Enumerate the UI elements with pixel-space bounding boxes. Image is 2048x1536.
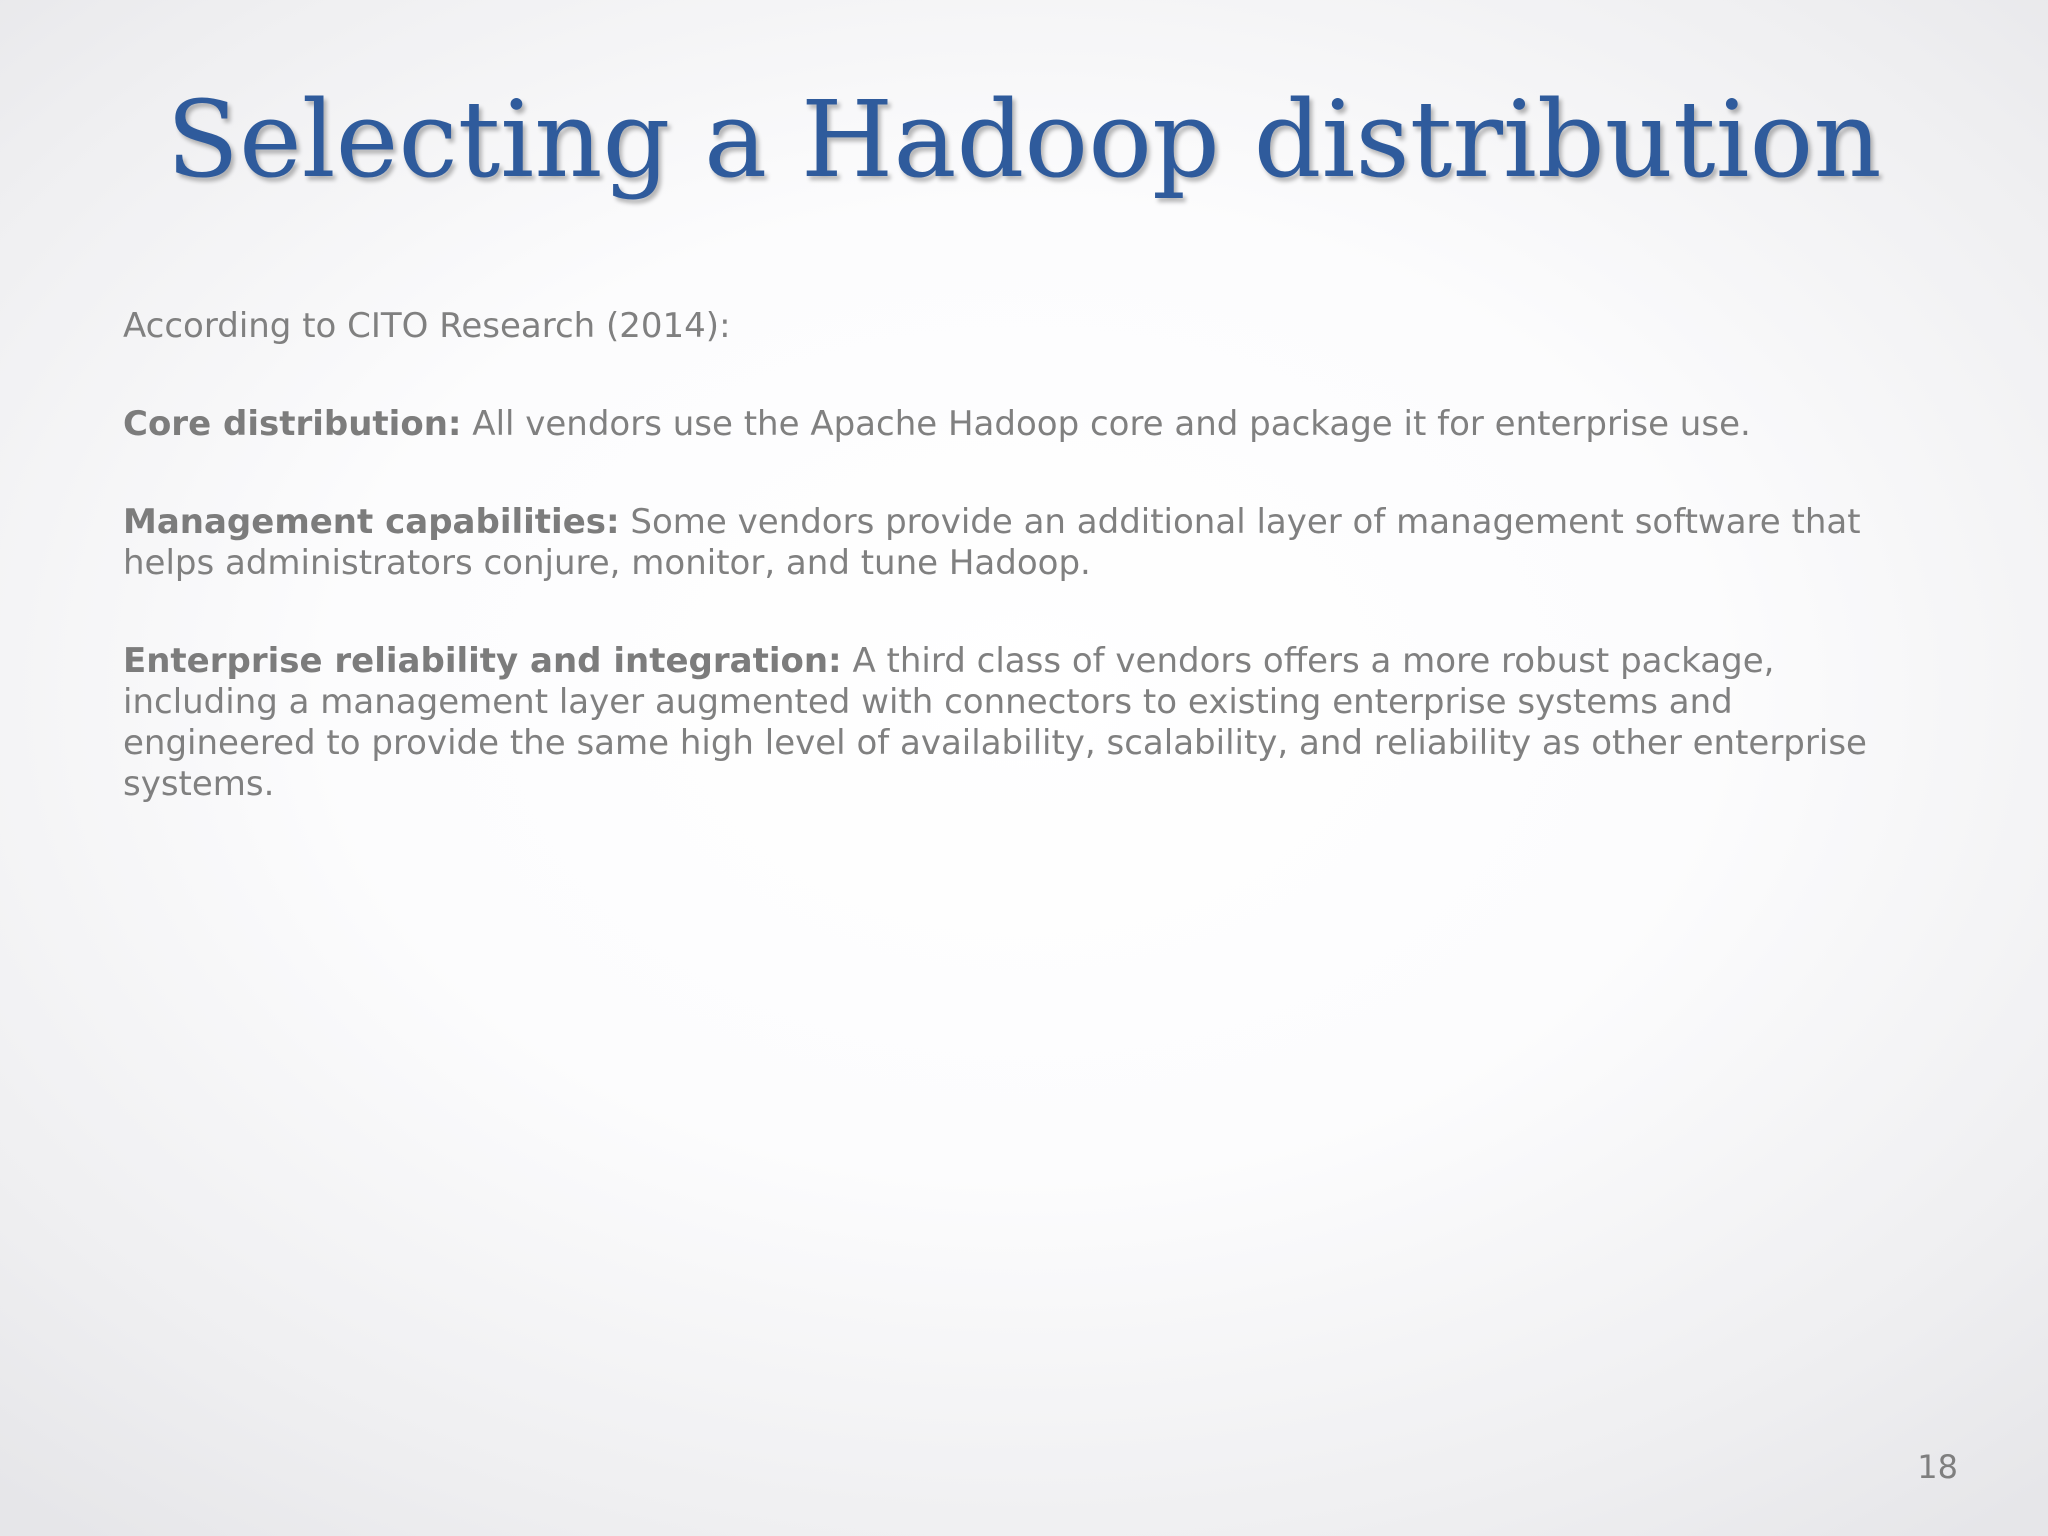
slide-title: Selecting a Hadoop distribution [166, 78, 1882, 201]
item-text: A third class of vendors offers a more robust package, including a management layer augmented with connectors to existing enterprise systems and engineered to provide the same high level of availability, scalability, and reliability as other enterprise systems. [123, 641, 1867, 804]
item-lead: Enterprise reliability and integration: [123, 641, 842, 681]
item-lead: Management capabilities: [123, 502, 620, 542]
item-enterprise-reliability [123, 641, 1903, 805]
item-text: All vendors use the Apache Hadoop core and package it for enterprise use. [461, 404, 1751, 444]
item-core-distribution [123, 404, 1903, 445]
intro-text: According to CITO Research (2014): [123, 306, 731, 346]
slide-body [123, 306, 1903, 862]
page-number: 18 [1917, 1448, 1958, 1486]
item-lead: Core distribution: [123, 404, 462, 444]
item-management-capabilities [123, 502, 1903, 584]
item-text: Some vendors provide an additional layer of management software that helps administrators conjure, monitor, and tune Hadoop. [123, 502, 1861, 583]
